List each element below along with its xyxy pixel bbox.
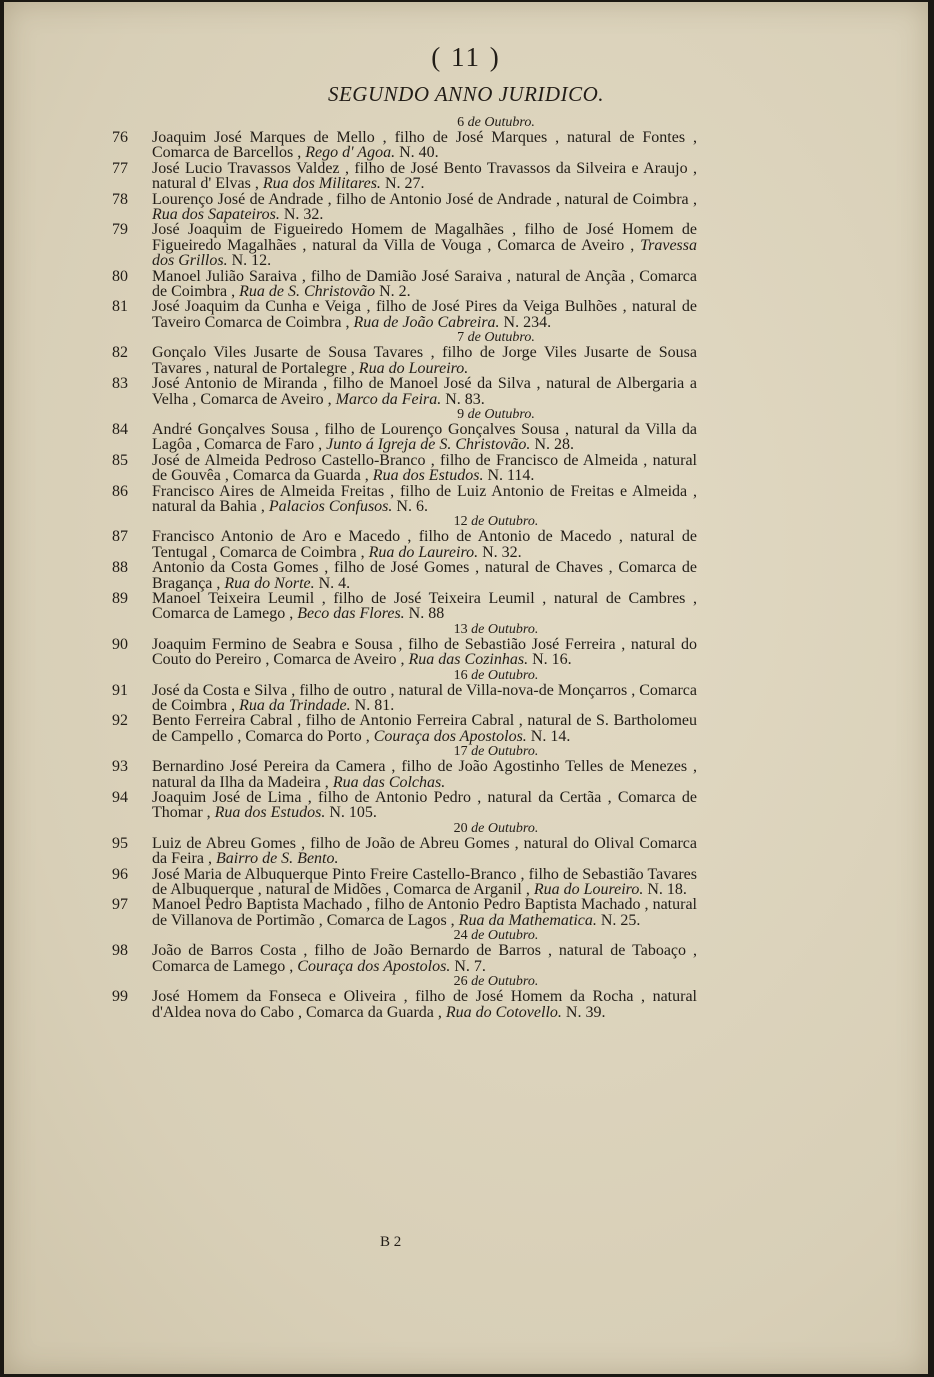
entry-number: 82 bbox=[112, 344, 128, 362]
entry-description: Gonçalo Viles Jusarte de Sousa Tavares , filho de Jorge Viles Jusarte de Sousa Tavares , natural de Portalegre , bbox=[152, 344, 697, 377]
entry-address: Rua da Trindade. bbox=[239, 697, 351, 714]
entry-number: 81 bbox=[112, 298, 128, 316]
entry-description: José Homem da Fonseca e Oliveira , filho de José Homem da Rocha , natural d'Aldea nova do Cabo , Comarca da Guarda , bbox=[152, 988, 697, 1021]
entry-number: 85 bbox=[112, 451, 128, 469]
date-day: 12 bbox=[453, 514, 468, 530]
entry-address: Rua dos Estudos. bbox=[214, 804, 326, 822]
entry-address: Rua dos Estudos. bbox=[372, 467, 484, 485]
entry-address: Rua do Cotovello. bbox=[445, 1003, 562, 1021]
entry-address: Rua de S. Christovão bbox=[239, 283, 376, 301]
entry-number: 79 bbox=[112, 221, 128, 239]
entry-text bbox=[152, 299, 697, 330]
entry-text bbox=[152, 345, 697, 376]
entry-address: Rego d' Agoa. bbox=[305, 144, 396, 162]
entry-house-number: N. 114. bbox=[483, 467, 535, 485]
entry-description: Bento Ferreira Cabral , filho de Antonio Ferreira Cabral , natural de S. Bartholomeu de Campello , Comarca do Porto , bbox=[152, 712, 697, 745]
entry-address: Bairro de S. Bento. bbox=[215, 850, 339, 868]
entry-house-number: N. 14. bbox=[526, 727, 571, 745]
entry-description: José Joaquim da Cunha e Veiga , filho de José Pires da Veiga Bulhões , natural de Taveiro Comarca de Coimbra , bbox=[152, 298, 697, 331]
entry-number: 80 bbox=[112, 267, 128, 285]
entry-address: Beco das Flores. bbox=[297, 605, 405, 623]
entry-house-number: N. 81. bbox=[350, 697, 395, 714]
entry-text bbox=[152, 683, 697, 714]
entry-house-number: N. 18. bbox=[643, 881, 687, 899]
entry-description: Francisco Antonio de Aro e Macedo , filho de Antonio de Macedo , natural de Tentugal , Comarca de Coimbra , bbox=[152, 528, 697, 561]
entry-house-number: N. 2. bbox=[375, 283, 411, 301]
entry-number: 94 bbox=[112, 789, 128, 807]
date-heading bbox=[4, 407, 928, 422]
section-heading: SEGUNDO ANNO JURIDICO. bbox=[327, 82, 604, 106]
student-entry bbox=[4, 560, 928, 591]
entry-description: José Maria de Albuquerque Pinto Freire Castello-Branco , filho de Sebastião Tavares de Albuquerque , natural de Midões , Comarca de Arganil , bbox=[152, 865, 697, 899]
date-heading bbox=[4, 622, 928, 637]
date-month: de Outubro. bbox=[467, 115, 535, 130]
entry-address: Rua das Colchas. bbox=[332, 773, 446, 791]
entry-text bbox=[152, 836, 697, 867]
entry-address: Rua da Mathematica. bbox=[458, 911, 597, 929]
entry-house-number: N. 27. bbox=[380, 175, 425, 193]
entry-house-number: N. 105. bbox=[325, 804, 377, 822]
student-entry bbox=[4, 897, 928, 928]
student-entry bbox=[4, 867, 928, 898]
entry-house-number: N. 32. bbox=[478, 543, 522, 561]
entry-number: 92 bbox=[112, 712, 128, 730]
entry-address: Couraça dos Apostolos. bbox=[373, 727, 527, 745]
student-entry bbox=[4, 376, 928, 407]
student-entry bbox=[4, 790, 928, 821]
student-entry bbox=[4, 759, 928, 790]
student-entry bbox=[4, 989, 928, 1020]
student-entry bbox=[4, 222, 928, 268]
entry-text bbox=[152, 222, 697, 268]
entry-description: André Gonçalves Sousa , filho de Lourenço Gonçalves Sousa , natural da Villa da Lagôa , Comarca de Faro , bbox=[152, 420, 697, 454]
entry-text bbox=[152, 376, 697, 407]
entry-number: 98 bbox=[112, 942, 128, 960]
entry-address: Rua das Cozinhas. bbox=[408, 651, 529, 669]
entry-address: Rua do Loureiro. bbox=[533, 881, 644, 899]
date-month: de Outubro. bbox=[471, 744, 539, 760]
student-entry bbox=[4, 161, 928, 192]
entry-house-number: N. 32. bbox=[279, 206, 324, 224]
date-day: 13 bbox=[453, 621, 468, 637]
entry-house-number: N. 12. bbox=[227, 252, 272, 270]
student-entry bbox=[4, 943, 928, 974]
student-entry bbox=[4, 484, 928, 515]
entry-text bbox=[152, 161, 697, 192]
date-heading bbox=[4, 115, 928, 130]
entry-number: 78 bbox=[112, 190, 128, 208]
entry-address: Travessa dos Grillos. bbox=[152, 236, 697, 270]
entry-text bbox=[152, 192, 697, 223]
entry-house-number: N. 88 bbox=[404, 605, 445, 623]
student-entry bbox=[4, 683, 928, 714]
entry-house-number: N. 16. bbox=[528, 651, 572, 669]
entry-address: Couraça dos Apostolos. bbox=[297, 957, 451, 975]
entry-text bbox=[152, 867, 697, 898]
entry-house-number: N. 28. bbox=[530, 436, 574, 454]
entry-text bbox=[152, 591, 697, 622]
student-entry bbox=[4, 529, 928, 560]
date-month: de Outubro. bbox=[467, 406, 535, 422]
entry-house-number: N. 6. bbox=[392, 497, 428, 515]
entry-text bbox=[152, 269, 697, 300]
entry-number: 97 bbox=[112, 896, 128, 914]
entry-description: José da Costa e Silva , filho de outro , natural de Villa-nova-de Monçarros , Comarca de Coimbra , bbox=[152, 681, 697, 714]
book-page bbox=[4, 2, 928, 1374]
entry-address: Rua do Loureiro. bbox=[358, 359, 469, 377]
date-heading bbox=[4, 330, 928, 345]
entry-house-number: N. 234. bbox=[499, 313, 552, 331]
entry-text bbox=[152, 759, 697, 790]
student-entry bbox=[4, 637, 928, 668]
date-day: 17 bbox=[453, 744, 468, 760]
entry-number: 99 bbox=[112, 988, 128, 1006]
date-month: de Outubro. bbox=[471, 667, 539, 683]
signature-mark: B 2 bbox=[380, 1234, 402, 1250]
date-day: 6 bbox=[457, 115, 465, 130]
date-month: de Outubro. bbox=[471, 514, 539, 530]
entry-text bbox=[152, 130, 697, 161]
entry-description: Joaquim José Marques de Mello , filho de José Marques , natural de Fontes , Comarca de Barcellos , bbox=[152, 129, 697, 162]
entry-description: Joaquim José de Lima , filho de Antonio Pedro , natural da Certãa , Comarca de Thomar , bbox=[152, 789, 697, 822]
entry-text bbox=[152, 422, 697, 453]
entry-address: Rua dos Militares. bbox=[262, 175, 381, 193]
entry-house-number: N. 39. bbox=[561, 1003, 606, 1021]
date-month: de Outubro. bbox=[471, 928, 539, 944]
entry-number: 77 bbox=[112, 159, 128, 177]
student-entry bbox=[4, 192, 928, 223]
entry-address: Rua dos Sapateiros. bbox=[152, 206, 280, 224]
student-entry bbox=[4, 591, 928, 622]
entry-house-number: N. 40. bbox=[395, 144, 439, 162]
entry-address: Rua do Norte. bbox=[224, 574, 315, 592]
entry-number: 93 bbox=[112, 758, 128, 776]
student-entry bbox=[4, 453, 928, 484]
entry-text bbox=[152, 897, 697, 928]
entry-text bbox=[152, 637, 697, 668]
entry-text bbox=[152, 560, 697, 591]
entry-house-number: N. 7. bbox=[450, 957, 486, 975]
date-month: de Outubro. bbox=[467, 330, 535, 346]
entry-description: Manoel Julião Saraiva , filho de Damião José Saraiva , natural de Ançãa , Comarca de Coimbra , bbox=[152, 267, 697, 301]
student-entry bbox=[4, 422, 928, 453]
entry-number: 96 bbox=[112, 865, 128, 883]
entry-list bbox=[4, 115, 928, 1020]
entry-text bbox=[152, 790, 697, 821]
entry-number: 83 bbox=[112, 375, 128, 393]
entry-address: Rua do Laureiro. bbox=[368, 543, 479, 561]
entry-description: Manoel Pedro Baptista Machado , filho de Antonio Pedro Baptista Machado , natural de Villanova de Portimão , Comarca de Lagos , bbox=[152, 896, 697, 929]
entry-house-number: N. 25. bbox=[596, 911, 641, 929]
entry-text bbox=[152, 989, 697, 1020]
date-heading bbox=[4, 514, 928, 529]
entry-text bbox=[152, 713, 697, 744]
date-day: 7 bbox=[457, 330, 465, 346]
entry-number: 90 bbox=[112, 635, 128, 653]
entry-number: 95 bbox=[112, 834, 128, 852]
entry-description: José Antonio de Miranda , filho de Manoel José da Silva , natural de Albergaria a Velha , Comarca de Aveiro , bbox=[152, 375, 697, 408]
entry-number: 86 bbox=[112, 482, 128, 500]
date-heading bbox=[4, 928, 928, 943]
entry-number: 87 bbox=[112, 528, 128, 546]
date-heading bbox=[4, 974, 928, 989]
entry-number: 89 bbox=[112, 589, 128, 607]
student-entry bbox=[4, 130, 928, 161]
entry-address: Palacios Confusos. bbox=[268, 497, 393, 515]
entry-number: 84 bbox=[112, 420, 128, 438]
entry-description: José de Almeida Pedroso Castello-Branco , filho de Francisco de Almeida , natural de Gouvêa , Comarca da Guarda , bbox=[152, 451, 697, 485]
entry-address: Junto á Igreja de S. Christovão. bbox=[326, 436, 531, 454]
entry-description: Antonio da Costa Gomes , filho de José Gomes , natural de Chaves , Comarca de Bragança , bbox=[152, 559, 697, 592]
entry-number: 88 bbox=[112, 559, 128, 577]
date-heading bbox=[4, 821, 928, 836]
date-day: 26 bbox=[453, 974, 468, 990]
student-entry bbox=[4, 345, 928, 376]
entry-description: José Joaquim de Figueiredo Homem de Magalhães , filho de José Homem de Figueiredo Magalhães , natural da Villa de Vouga , Comarca de Aveiro , bbox=[152, 221, 697, 254]
entry-house-number: N. 4. bbox=[314, 574, 351, 592]
entry-description: Manoel Teixeira Leumil , filho de José Teixeira Leumil , natural de Cambres , Comarca de Lamego , bbox=[152, 589, 697, 623]
date-month: de Outubro. bbox=[471, 974, 539, 990]
date-day: 9 bbox=[457, 406, 465, 422]
entry-address: Rua de João Cabreira. bbox=[353, 313, 500, 331]
entry-number: 76 bbox=[112, 129, 128, 146]
student-entry bbox=[4, 299, 928, 330]
date-heading bbox=[4, 668, 928, 683]
entry-house-number: N. 83. bbox=[441, 390, 485, 408]
entry-text bbox=[152, 453, 697, 484]
page-number: ( 11 ) bbox=[431, 42, 501, 72]
entry-description: Luiz de Abreu Gomes , filho de João de Abreu Gomes , natural do Olival Comarca da Feira , bbox=[152, 834, 697, 868]
entry-description: Bernardino José Pereira da Camera , filho de João Agostinho Telles de Menezes , natural da Ilha da Madeira , bbox=[152, 758, 697, 791]
entry-description: João de Barros Costa , filho de João Bernardo de Barros , natural de Taboaço , Comarca de Lamego , bbox=[152, 942, 697, 975]
date-day: 24 bbox=[453, 928, 468, 944]
entry-description: Lourenço José de Andrade , filho de Antonio José de Andrade , natural de Coimbra , bbox=[152, 190, 697, 208]
entry-address: Marco da Feira. bbox=[335, 390, 442, 408]
student-entry bbox=[4, 269, 928, 300]
entry-number: 91 bbox=[112, 681, 128, 699]
entry-description: José Lucio Travassos Valdez , filho de José Bento Travassos da Silveira e Araujo , natural d' Elvas , bbox=[152, 159, 697, 193]
student-entry bbox=[4, 713, 928, 744]
entry-description: Francisco Aires de Almeida Freitas , filho de Luiz Antonio de Freitas e Almeida , natural da Bahia , bbox=[152, 482, 697, 515]
date-heading bbox=[4, 744, 928, 759]
entry-text bbox=[152, 529, 697, 560]
date-day: 20 bbox=[453, 820, 468, 836]
entry-text bbox=[152, 943, 697, 974]
entry-text bbox=[152, 484, 697, 515]
date-month: de Outubro. bbox=[471, 621, 539, 637]
date-month: de Outubro. bbox=[471, 820, 539, 836]
date-day: 16 bbox=[453, 667, 468, 683]
student-entry bbox=[4, 836, 928, 867]
entry-description: Joaquim Fermino de Seabra e Sousa , filho de Sebastião José Ferreira , natural do Couto do Pereiro , Comarca de Aveiro , bbox=[152, 635, 697, 669]
